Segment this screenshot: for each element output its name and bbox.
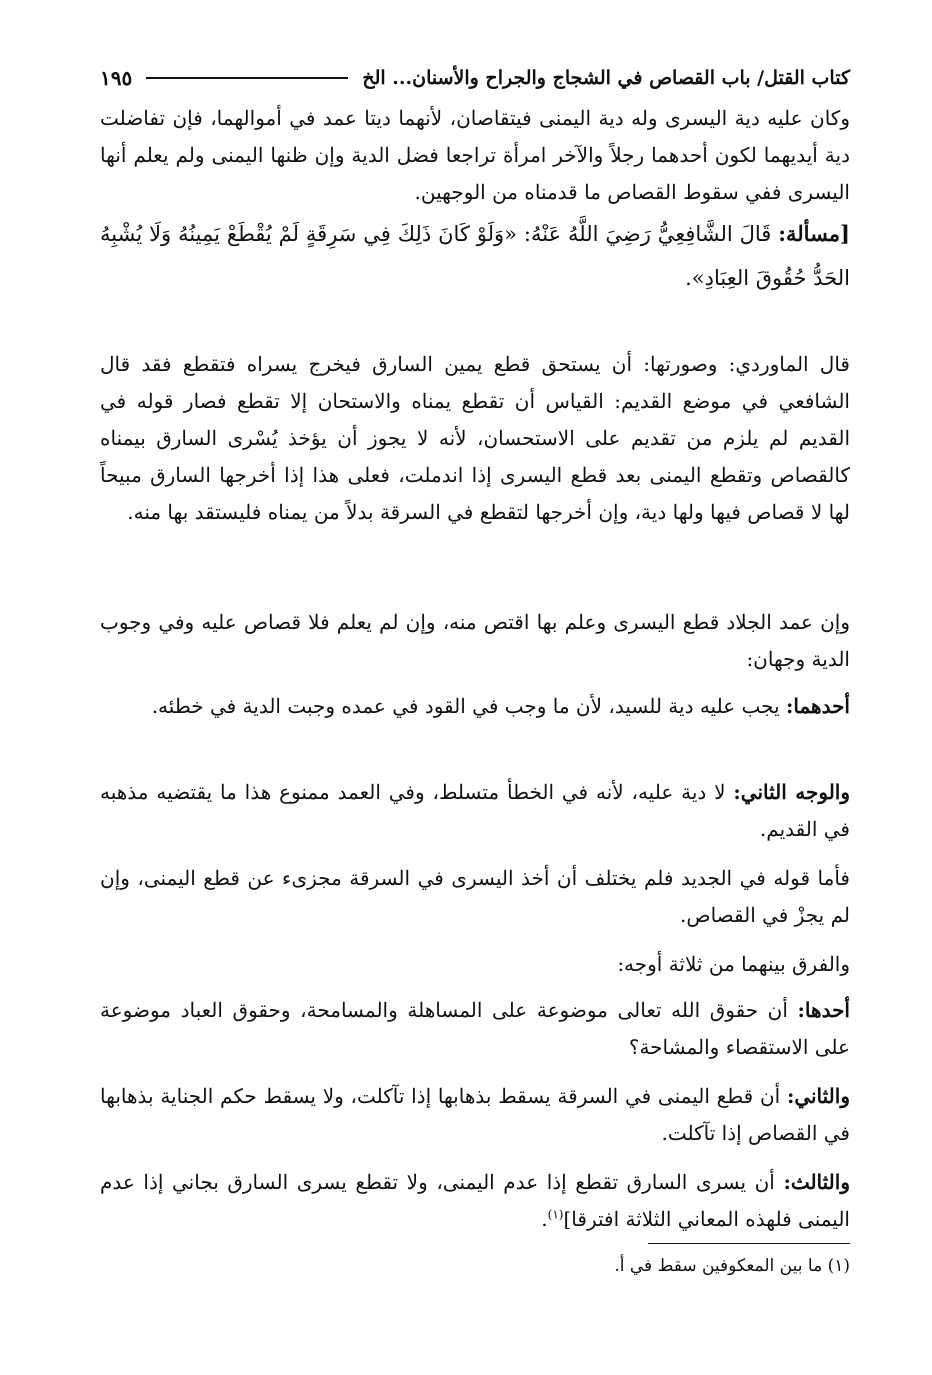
- paragraph-8-label: أحدها:: [797, 998, 850, 1022]
- masala-paragraph: [100, 212, 850, 300]
- paragraph-10-label: والثالث:: [783, 1170, 850, 1194]
- paragraph-4-text: يجب عليه دية للسيد، لأن ما وجب في القود في عمده وجبت الدية في خطئه.: [151, 694, 780, 718]
- page-number: ١٩٥: [100, 66, 133, 90]
- paragraph-10-end: .: [541, 1207, 548, 1231]
- masala-text: قَالَ الشَّافِعِيُّ رَضِيَ اللَّهُ عَنْهُ: «وَلَوْ كَانَ ذَلِكَ فِي سَرِقَةٍ لَمْ يُقْطَعْ يَمِينُهُ وَلَا يُشْبِهُ الحَدُّ حُقُوقَ العِبَادِ».: [100, 222, 850, 290]
- paragraph-9-label: والثاني:: [786, 1084, 850, 1108]
- paragraph-5-label: والوجه الثاني:: [733, 780, 850, 804]
- paragraph-4: [100, 688, 850, 725]
- paragraph-1: وكان عليه دية اليسرى وله دية اليمنى فيتقاصان، لأنهما ديتا عمد في أموالهما، فإن تفاضلت دية أيديهما لكون أحدهما رجلاً والآخر امرأة تراجعا فضل الدية وإن ظنها اليمنى ولم يعلم أنها اليسرى ففي سقوط القصاص ما قدمناه من الوجهين.: [100, 106, 850, 204]
- masala-label: [مسألة:: [778, 221, 850, 246]
- header-title: كتاب القتل/ باب القصاص في الشجاج والجراح والأسنان... الخ: [362, 67, 850, 89]
- footnote-divider: [648, 1243, 850, 1244]
- paragraph-9: [100, 1078, 850, 1152]
- paragraph-5-text: لا دية عليه، لأنه في الخطأ متسلط، وفي العمد ممنوع هذا ما يقتضيه مذهبه في القديم.: [100, 780, 850, 841]
- paragraph-3: وإن عمد الجلاد قطع اليسرى وعلم بها اقتص منه، وإن لم يعلم فلا قصاص عليه وفي وجوب الدية وجهان:: [100, 610, 850, 671]
- paragraph-10-text: أن يسرى السارق تقطع إذا عدم اليمنى، ولا تقطع يسرى السارق بجاني إذا عدم اليمنى فلهذه المعاني الثلاثة افترقا]: [100, 1170, 850, 1231]
- paragraph-7: والفرق بينهما من ثلاثة أوجه:: [617, 952, 850, 976]
- footnote: (١) ما بين المعكوفين سقط في أ.: [614, 1256, 850, 1276]
- paragraph-9-text: أن قطع اليمنى في السرقة يسقط بذهابها إذا تآكلت، ولا يسقط حكم الجناية بذهابها في القصاص إذا تآكلت.: [100, 1084, 850, 1145]
- paragraph-6: فأما قوله في الجديد فلم يختلف أن أخذ اليسرى في السرقة مجزىء عن قطع اليمنى، وإن لم يجزْ في القصاص.: [100, 866, 850, 927]
- paragraph-5: [100, 774, 850, 848]
- paragraph-2: قال الماوردي: وصورتها: أن يستحق قطع يمين السارق فيخرج يسراه فتقطع فقد قال الشافعي في موضع القديم: القياس أن تقطع يمناه والاستحان إلا تقطع فصار قوله في القديم لم يلزم من تقديم على الاستحسان، لأنه لا يجوز أن يؤخذ يُسْرى السارق بيمناه كالقصاص وتقطع اليمنى بعد قطع اليسرى إذا اندملت، فعلى هذا إذا أخرجها السارق مبيحاً لها لا قصاص فيها ولها دية، وإن أخرجها لتقطع في السرقة بدلاً من يمناه فليستقد بها منه.: [100, 352, 850, 524]
- footnote-ref: (١): [547, 1207, 564, 1222]
- paragraph-4-label: أحدهما:: [785, 694, 850, 718]
- paragraph-10: [100, 1164, 850, 1238]
- paragraph-8: [100, 992, 850, 1066]
- running-header: [100, 58, 850, 98]
- paragraph-8-text: أن حقوق الله تعالى موضوعة على المساهلة والمسامحة، وحقوق العباد موضوعة على الاستقصاء والمشاحة؟: [100, 998, 850, 1059]
- header-rule: [146, 77, 348, 79]
